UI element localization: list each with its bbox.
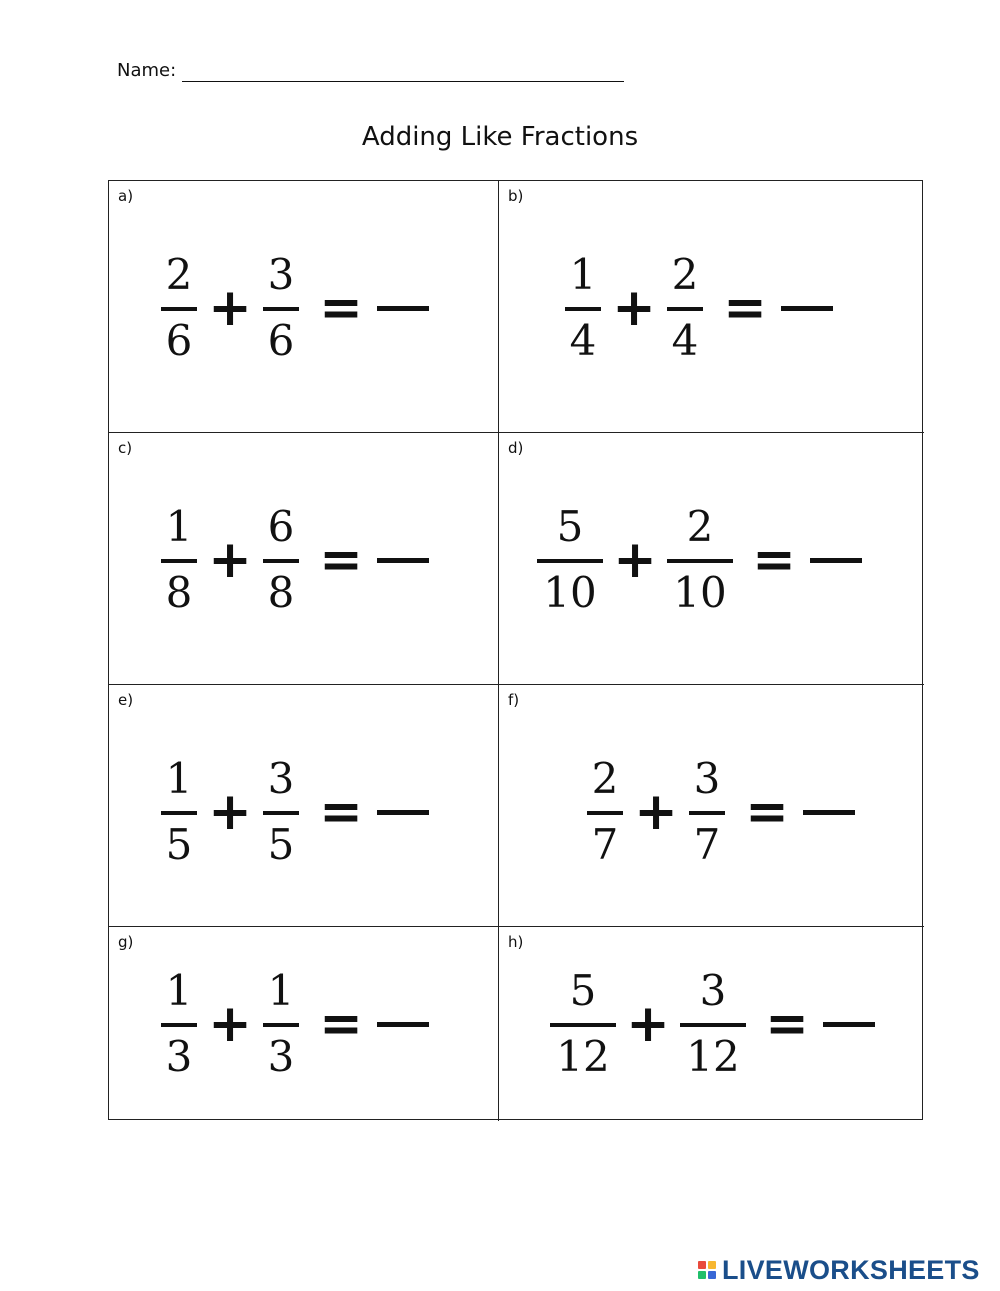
denominator: 12 xyxy=(686,1032,740,1081)
fraction-first xyxy=(159,251,199,365)
plus-sign: + xyxy=(626,994,670,1054)
problem-cell-h xyxy=(499,927,924,1121)
numerator: 1 xyxy=(165,966,193,1015)
problem-cell-b xyxy=(499,181,924,433)
fraction-second xyxy=(261,755,301,869)
problem-grid xyxy=(108,180,923,1120)
denominator: 4 xyxy=(671,316,699,365)
answer-blank[interactable] xyxy=(781,306,833,311)
fraction-bar xyxy=(537,559,603,563)
denominator: 8 xyxy=(267,568,295,617)
name-label: Name: xyxy=(117,60,177,81)
equation xyxy=(549,967,875,1081)
fraction-first xyxy=(159,755,199,869)
problem-cell-d xyxy=(499,433,924,685)
fraction-first xyxy=(563,251,603,365)
problem-cell-a xyxy=(109,181,499,433)
answer-blank[interactable] xyxy=(377,810,429,815)
equals-sign: = xyxy=(319,530,363,590)
problem-cell-e xyxy=(109,685,499,927)
fraction-second xyxy=(261,967,301,1081)
numerator: 5 xyxy=(556,502,584,551)
logo-tile xyxy=(708,1271,716,1279)
problem-label: e) xyxy=(118,691,134,709)
equation xyxy=(563,251,833,365)
plus-sign: + xyxy=(208,994,252,1054)
denominator: 10 xyxy=(543,568,597,617)
problem-label: a) xyxy=(118,187,134,205)
plus-sign: + xyxy=(208,278,252,338)
answer-blank[interactable] xyxy=(377,306,429,311)
equals-sign: = xyxy=(765,994,809,1054)
fraction-bar xyxy=(263,811,299,815)
problem-cell-f xyxy=(499,685,924,927)
fraction-first xyxy=(585,755,625,869)
answer-blank[interactable] xyxy=(803,810,855,815)
logo-tile xyxy=(708,1261,716,1269)
denominator: 7 xyxy=(693,820,721,869)
denominator: 5 xyxy=(267,820,295,869)
numerator: 2 xyxy=(686,502,714,551)
fraction-bar xyxy=(689,811,725,815)
numerator: 2 xyxy=(671,250,699,299)
numerator: 6 xyxy=(267,502,295,551)
plus-sign: + xyxy=(612,278,656,338)
plus-sign: + xyxy=(208,782,252,842)
plus-sign: + xyxy=(634,782,678,842)
problem-label: c) xyxy=(118,439,133,457)
equation xyxy=(159,503,429,617)
equals-sign: = xyxy=(319,782,363,842)
fraction-bar xyxy=(263,1023,299,1027)
equals-sign: = xyxy=(745,782,789,842)
denominator: 4 xyxy=(569,316,597,365)
numerator: 1 xyxy=(267,966,295,1015)
brand-name: LIVEWORKSHEETS xyxy=(722,1255,980,1285)
fraction-second xyxy=(666,503,734,617)
numerator: 3 xyxy=(267,754,295,803)
equation xyxy=(159,755,429,869)
answer-blank[interactable] xyxy=(377,1022,429,1027)
denominator: 3 xyxy=(267,1032,295,1081)
equation xyxy=(585,755,855,869)
denominator: 10 xyxy=(673,568,727,617)
denominator: 5 xyxy=(165,820,193,869)
denominator: 12 xyxy=(556,1032,610,1081)
logo-tile xyxy=(698,1271,706,1279)
fraction-bar xyxy=(263,307,299,311)
fraction-bar xyxy=(680,1023,746,1027)
numerator: 3 xyxy=(699,966,727,1015)
denominator: 6 xyxy=(165,316,193,365)
problem-label: b) xyxy=(508,187,524,205)
problem-label: g) xyxy=(118,933,134,951)
denominator: 7 xyxy=(591,820,619,869)
liveworksheets-logo-icon xyxy=(698,1261,716,1279)
fraction-second xyxy=(679,967,747,1081)
denominator: 3 xyxy=(165,1032,193,1081)
fraction-first xyxy=(159,503,199,617)
answer-blank[interactable] xyxy=(377,558,429,563)
problem-label: d) xyxy=(508,439,524,457)
name-row xyxy=(117,60,624,82)
fraction-second xyxy=(665,251,705,365)
problem-label: f) xyxy=(508,691,520,709)
equals-sign: = xyxy=(752,530,796,590)
fraction-bar xyxy=(263,559,299,563)
answer-blank[interactable] xyxy=(810,558,862,563)
liveworksheets-brand xyxy=(698,1255,980,1285)
name-field[interactable] xyxy=(182,63,624,82)
fraction-bar xyxy=(161,559,197,563)
fraction-first xyxy=(159,967,199,1081)
numerator: 2 xyxy=(591,754,619,803)
fraction-second xyxy=(687,755,727,869)
problem-cell-c xyxy=(109,433,499,685)
problem-label: h) xyxy=(508,933,524,951)
equals-sign: = xyxy=(319,994,363,1054)
numerator: 1 xyxy=(165,754,193,803)
fraction-bar xyxy=(550,1023,616,1027)
denominator: 8 xyxy=(165,568,193,617)
problem-cell-g xyxy=(109,927,499,1121)
plus-sign: + xyxy=(613,530,657,590)
equals-sign: = xyxy=(723,278,767,338)
equation xyxy=(159,967,429,1081)
fraction-second xyxy=(261,251,301,365)
fraction-bar xyxy=(161,307,197,311)
equals-sign: = xyxy=(319,278,363,338)
answer-blank[interactable] xyxy=(823,1022,875,1027)
equation xyxy=(159,251,429,365)
numerator: 3 xyxy=(267,250,295,299)
fraction-bar xyxy=(161,1023,197,1027)
page-title: Adding Like Fractions xyxy=(361,122,639,152)
fraction-bar xyxy=(161,811,197,815)
equation xyxy=(536,503,862,617)
plus-sign: + xyxy=(208,530,252,590)
fraction-bar xyxy=(667,307,703,311)
fraction-first xyxy=(549,967,617,1081)
fraction-first xyxy=(536,503,604,617)
logo-tile xyxy=(698,1261,706,1269)
numerator: 1 xyxy=(165,502,193,551)
fraction-second xyxy=(261,503,301,617)
fraction-bar xyxy=(587,811,623,815)
denominator: 6 xyxy=(267,316,295,365)
numerator: 1 xyxy=(569,250,597,299)
numerator: 3 xyxy=(693,754,721,803)
fraction-bar xyxy=(565,307,601,311)
numerator: 2 xyxy=(165,250,193,299)
fraction-bar xyxy=(667,559,733,563)
numerator: 5 xyxy=(569,966,597,1015)
